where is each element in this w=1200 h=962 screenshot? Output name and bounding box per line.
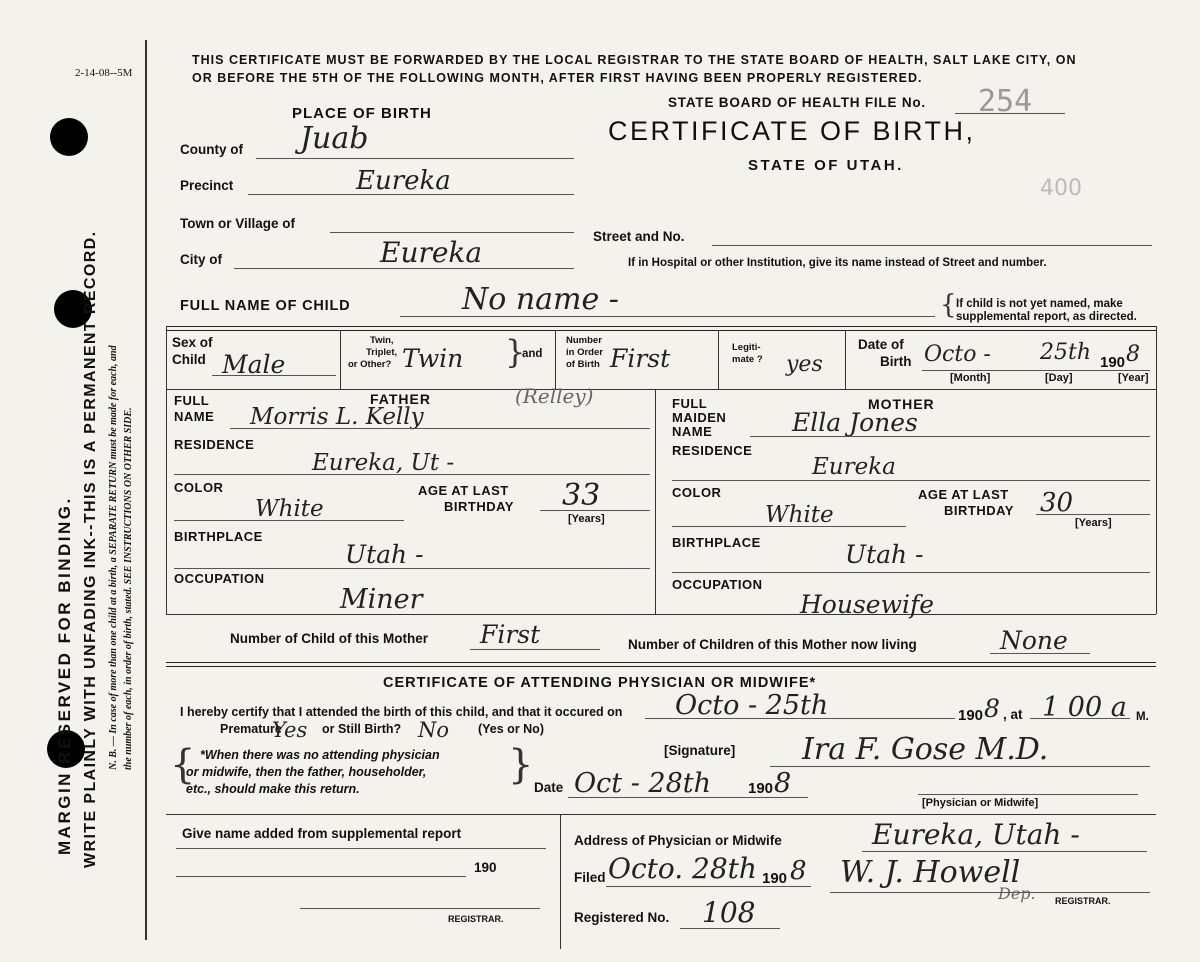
father-age-label-1: AGE AT LAST (418, 483, 509, 498)
physician-year: 8 (984, 694, 1000, 723)
certify-text: I hereby certify that I attended the birth of this child, and that it occured on (180, 705, 623, 719)
filed-year-prefix: 190 (762, 870, 788, 887)
registrar-line (830, 892, 1150, 893)
filed-label: Filed (574, 870, 606, 885)
father-name-label: NAME (174, 409, 215, 424)
sex-line (212, 375, 336, 376)
mother-color-line (672, 526, 906, 527)
father-name-line (230, 428, 650, 429)
rule-col (555, 330, 556, 389)
father-birthplace-value: Utah - (345, 540, 424, 569)
rule-parents-bottom (166, 614, 1156, 615)
father-age-value: 33 (562, 478, 601, 513)
precinct-value: Eureka (356, 166, 451, 196)
supplemental-line-2 (176, 876, 466, 877)
note-brace-left: { (170, 742, 196, 788)
physician-title-line (918, 794, 1138, 795)
mother-name-value: Ella Jones (792, 408, 918, 437)
form-code: 2-14-08--5M (75, 67, 133, 79)
father-residence-value: Eureka, Ut - (312, 450, 455, 476)
rule-bottom (166, 814, 1156, 815)
still-birth-value: No (418, 718, 450, 742)
sex-label-2: Child (172, 352, 206, 367)
order-label-1: Number (566, 335, 602, 346)
mother-birthplace-label: BIRTHPLACE (672, 535, 761, 550)
rule-col (718, 330, 719, 389)
physician-note-1: *When there was no attending physician (200, 748, 440, 762)
mother-age-label-1: AGE AT LAST (918, 487, 1009, 502)
physician-date: Oct - 28th (574, 768, 711, 799)
name-note-2: supplemental report, as directed. (956, 311, 1137, 323)
physician-birth-date-line (645, 718, 955, 719)
father-color-line (174, 520, 404, 521)
rule-mid (166, 662, 1156, 667)
date-label: Date (534, 780, 564, 795)
at-label: , at (1003, 707, 1023, 722)
dob-year-prefix: 190 (1100, 354, 1126, 371)
order-value: First (610, 344, 671, 373)
child-name-value: No name - (462, 282, 619, 317)
father-name-value: Morris L. Kelly (250, 404, 424, 430)
instruction-line-2: OR BEFORE THE 5TH OF THE FOLLOWING MONTH, AFTER FIRST HAVING BEEN PROPERLY REGISTERED. (192, 71, 923, 85)
dob-day-caption: [Day] (1045, 372, 1073, 384)
birth-time: 1 00 a (1042, 692, 1127, 723)
child-number-line (470, 649, 600, 650)
filed-year: 8 (790, 856, 807, 886)
child-name-label: FULL NAME OF CHILD (180, 298, 351, 314)
premature-label: Premature (220, 722, 282, 736)
address-line (862, 851, 1147, 852)
ink-instruction: WRITE PLAINLY WITH UNFADING INK--THIS IS A PERMANENT RECORD. (82, 230, 99, 868)
children-living-label: Number of Children of this Mother now living (628, 637, 917, 652)
twin-label-2: Triplet, (366, 347, 398, 358)
mother-residence-label: RESIDENCE (672, 443, 753, 458)
street-line (712, 245, 1152, 246)
rule-bottom-split (560, 814, 561, 949)
signature-line (770, 766, 1150, 767)
mother-birthplace-value: Utah - (845, 540, 924, 569)
instruction-line-1: THIS CERTIFICATE MUST BE FORWARDED BY THE LOCAL REGISTRAR TO THE STATE BOARD OF HEALTH, SALT LAKE CITY, ON (192, 53, 1077, 67)
order-label-2: in Order (566, 347, 603, 358)
county-line (256, 158, 574, 159)
precinct-label: Precinct (180, 178, 234, 193)
signature-label: [Signature] (664, 743, 736, 758)
physician-birth-date: Octo - 25th (675, 690, 829, 721)
legit-value: yes (786, 352, 823, 377)
mother-age-line (1036, 514, 1150, 515)
child-number-value: First (480, 620, 541, 649)
nb-note-1: N. B. — In case of more than one child at a birth, a SEPARATE RETURN must be made for each, and (108, 345, 119, 770)
city-value: Eureka (380, 236, 483, 269)
supplemental-registrar-caption: REGISTRAR. (448, 914, 504, 924)
physician-note-2: or midwife, then the father, householder, (186, 765, 427, 779)
dob-line (922, 370, 1150, 371)
father-birthplace-line (174, 568, 650, 569)
mother-occupation-label: OCCUPATION (672, 577, 763, 592)
mother-age-label-2: BIRTHDAY (944, 503, 1014, 518)
father-heading: FATHER (370, 391, 431, 407)
rule-left (166, 326, 167, 614)
nb-note-2: the number of each, in order of birth, stated. SEE INSTRUCTIONS ON OTHER SIDE. (123, 407, 134, 770)
town-label: Town or Village of (180, 216, 296, 231)
registered-label: Registered No. (574, 910, 670, 925)
twin-value: Twin (402, 344, 464, 373)
father-name-note: (Relley) (515, 384, 594, 408)
mother-residence-value: Eureka (812, 454, 896, 480)
file-no-label: STATE BOARD OF HEALTH FILE No. (668, 95, 926, 110)
city-line (234, 268, 574, 269)
mother-name-label: NAME (672, 424, 713, 439)
physician-year-prefix: 190 (958, 707, 984, 724)
father-full-label: FULL (174, 393, 210, 408)
mother-full-label: FULL (672, 396, 708, 411)
note-brace-right: } (508, 742, 534, 788)
father-color-value: White (255, 496, 324, 522)
sex-label-1: Sex of (172, 335, 213, 350)
father-age-label-2: BIRTHDAY (444, 499, 514, 514)
rule-right (1156, 326, 1157, 614)
certificate-title: CERTIFICATE OF BIRTH, (608, 116, 976, 146)
registered-line (680, 928, 780, 929)
legit-label-2: mate ? (732, 354, 763, 365)
still-birth-label: or Still Birth? (322, 722, 402, 736)
rule-col (845, 330, 846, 389)
mother-color-label: COLOR (672, 485, 722, 500)
dob-year-caption: [Year] (1118, 372, 1149, 384)
dob-month: Octo - (924, 342, 991, 367)
physician-address: Eureka, Utah - (872, 818, 1080, 851)
father-occupation-label: OCCUPATION (174, 571, 265, 586)
order-label-3: of Birth (566, 359, 600, 370)
physician-date-year: 8 (774, 768, 792, 799)
registrar-dep: Dep. (998, 884, 1036, 903)
mother-color-value: White (765, 502, 834, 528)
mother-heading: MOTHER (868, 396, 935, 412)
supplemental-registrar-line (300, 908, 540, 909)
mother-birthplace-line (672, 572, 1150, 573)
rule-col (340, 330, 341, 389)
town-line (330, 232, 574, 233)
premature-value: Yes (272, 718, 308, 742)
dob-label-2: Birth (880, 354, 912, 369)
name-note-brace: { (940, 290, 957, 320)
physician-title-caption: [Physician or Midwife] (922, 797, 1039, 809)
file-no-value: 254 (978, 84, 1033, 119)
binding-hole (50, 118, 88, 156)
margin-rule (145, 40, 147, 940)
county-label: County of (180, 142, 243, 157)
father-residence-label: RESIDENCE (174, 437, 255, 452)
physician-heading: CERTIFICATE OF ATTENDING PHYSICIAN OR MIDWIFE* (383, 675, 817, 691)
mother-name-line (750, 436, 1150, 437)
rule-top (166, 326, 1156, 331)
father-residence-line (174, 474, 650, 475)
physician-signature: Ira F. Gose M.D. (802, 732, 1049, 767)
dob-month-caption: [Month] (950, 372, 991, 384)
physician-date-line (568, 797, 808, 798)
dob-label-1: Date of (858, 337, 904, 352)
children-living-value: None (1000, 626, 1068, 655)
precinct-line (248, 194, 574, 195)
dob-year: 8 (1126, 342, 1140, 367)
registrar-signature: W. J. Howell (840, 855, 1021, 890)
rule-parents (166, 389, 1156, 390)
mother-age-value: 30 (1040, 488, 1074, 518)
supplemental-year-prefix: 190 (474, 860, 497, 875)
sex-value: Male (222, 350, 286, 379)
father-years-caption: [Years] (568, 513, 605, 525)
children-living-line (990, 653, 1090, 654)
county-value: Juab (300, 121, 369, 156)
supplemental-label: Give name added from supplemental report (182, 826, 462, 841)
filed-date: Octo. 28th (608, 852, 757, 885)
binding-margin-label: MARGIN RESERVED FOR BINDING. (55, 496, 74, 855)
hospital-note: If in Hospital or other Institution, give its name instead of Street and number. (628, 257, 1047, 269)
physician-note-3: etc., should make this return. (186, 782, 360, 796)
name-note-1: If child is not yet named, make (956, 298, 1123, 310)
father-age-line (540, 510, 650, 511)
birth-time-line (1030, 718, 1130, 719)
mother-maiden-label: MAIDEN (672, 410, 727, 425)
twin-label-1: Twin, (370, 335, 394, 346)
yes-no-label: (Yes or No) (478, 722, 544, 736)
father-occupation-value: Miner (340, 584, 423, 615)
legit-label-1: Legiti- (732, 342, 761, 353)
file-no-line (955, 113, 1065, 114)
dob-day: 25th (1040, 340, 1092, 365)
and-label: and (522, 348, 543, 360)
twin-brace: } (505, 333, 526, 371)
physician-date-year-prefix: 190 (748, 780, 774, 797)
father-color-label: COLOR (174, 480, 224, 495)
mother-residence-line (672, 480, 1150, 481)
place-of-birth-heading: PLACE OF BIRTH (292, 105, 432, 122)
registrar-caption: REGISTRAR. (1055, 896, 1111, 906)
mother-years-caption: [Years] (1075, 517, 1112, 529)
registered-number: 108 (702, 896, 756, 929)
street-label: Street and No. (593, 229, 685, 244)
m-label: M. (1136, 711, 1149, 723)
child-number-label: Number of Child of this Mother (230, 631, 428, 646)
supplemental-line-1 (176, 848, 546, 849)
city-label: City of (180, 252, 222, 267)
pencil-note: 400 (1040, 176, 1082, 201)
child-name-line (400, 316, 935, 317)
state-subtitle: STATE OF UTAH. (748, 157, 904, 174)
mother-occupation-value: Housewife (800, 590, 935, 619)
filed-line (606, 886, 811, 887)
rule-parent-split (655, 389, 656, 614)
address-label: Address of Physician or Midwife (574, 833, 782, 848)
father-birthplace-label: BIRTHPLACE (174, 529, 263, 544)
twin-label-3: or Other? (348, 359, 392, 370)
